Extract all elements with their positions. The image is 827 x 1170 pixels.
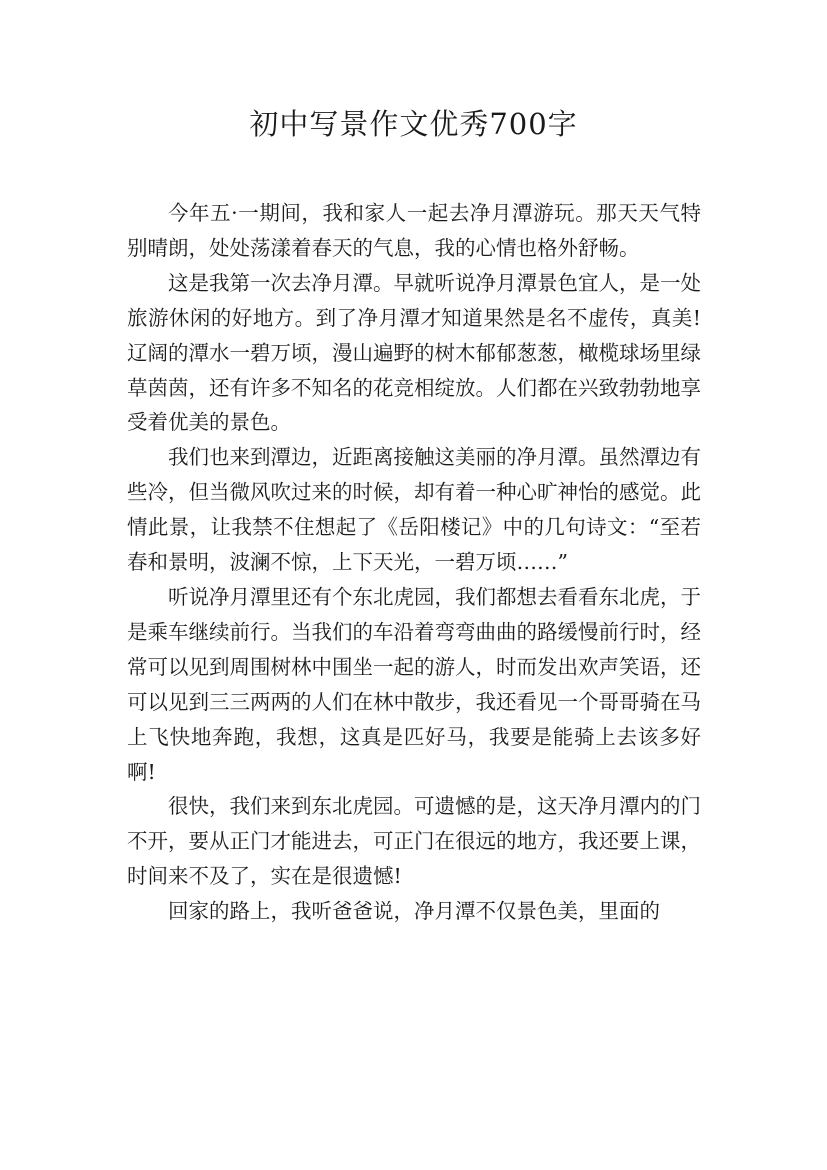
paragraph: 这是我第一次去净月潭。早就听说净月潭景色宜人，是一处旅游休闲的好地方。到了净月潭才知道果然是名不虚传，真美!辽阔的潭水一碧万顷，漫山遍野的树木郁郁葱葱，橄榄球场里绿草茵茵，还有许多不知名的花竞相绽放。人们都在兴致勃勃地享受着优美的景色。 <box>127 270 701 435</box>
paragraph: 很快，我们来到东北虎园。可遗憾的是，这天净月潭内的门不开，要从正门才能进去，可正门在很远的地方，我还要上课，时间来不及了，实在是很遗憾! <box>127 794 701 889</box>
paragraph: 听说净月潭里还有个东北虎园，我们都想去看看东北虎，于是乘车继续前行。当我们的车沿着弯弯曲曲的路缓慢前行时，经常可以见到周围树林中围坐一起的游人，时而发出欢声笑语，还可以见到三三两两的人们在林中散步，我还看见一个哥哥骑在马上飞快地奔跑，我想，这真是匹好马，我要是能骑上去该多好啊! <box>127 584 701 784</box>
document-body <box>127 196 701 929</box>
paragraph: 我们也来到潭边，近距离接触这美丽的净月潭。虽然潭边有些冷，但当微风吹过来的时候，却有着一种心旷神怡的感觉。此情此景，让我禁不住想起了《岳阳楼记》中的几句诗文：“至若春和景明，波澜不惊，上下天光，一碧万顷……” <box>127 445 701 575</box>
paragraph: 今年五·一期间，我和家人一起去净月潭游玩。那天天气特别晴朗，处处荡漾着春天的气息，我的心情也格外舒畅。 <box>127 201 701 260</box>
paragraph: 回家的路上，我听爸爸说，净月潭不仅景色美，里面的 <box>168 899 660 924</box>
document-title: 初中写景作文优秀700字 <box>249 107 578 141</box>
